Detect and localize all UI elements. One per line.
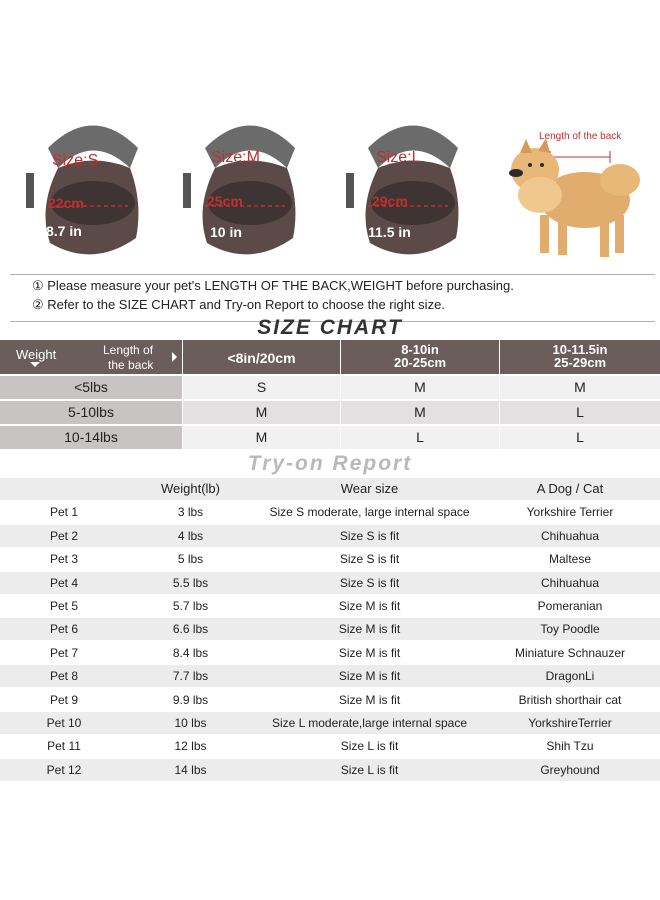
tryon-cell: Pet 7 (49, 645, 79, 660)
tryon-cell: 6.6 lbs (172, 622, 209, 637)
instruction-1: ① Please measure your pet's LENGTH OF THE BACK,WEIGHT before purchasing. (32, 278, 514, 293)
tryon-cell: Pet 10 (46, 716, 82, 730)
table-row (0, 595, 660, 617)
tryon-cell: Pet 4 (49, 575, 79, 590)
instructions-box (10, 274, 655, 322)
size-chart-row: <5lbs S M M (0, 376, 660, 399)
size-chart-row: 10-14lbs M L L (0, 426, 660, 449)
tryon-cell: DragonLi (545, 669, 595, 684)
tryon-header-cell: A Dog / Cat (536, 481, 604, 496)
size-chart-col-header-2: 8-10in 20-25cm (341, 340, 499, 374)
table-row (0, 572, 660, 594)
corner-weight-label: Weight (16, 347, 57, 362)
tryon-cell: Chihuahua (540, 528, 600, 543)
corner-length-label-2: the back (108, 358, 154, 372)
tryon-cell: Size M is fit (338, 645, 401, 660)
tryon-cell: 5.5 lbs (172, 575, 209, 590)
dog-back-length-label: Length of the back (539, 131, 622, 142)
tryon-cell: Pet 1 (49, 505, 79, 520)
tryon-cell: Toy Poodle (540, 622, 600, 637)
table-row (0, 689, 660, 711)
tryon-cell: Size S is fit (339, 575, 400, 590)
tryon-header-cell: Weight(lb) (160, 481, 220, 496)
tryon-cell: Miniature Schnauzer (514, 645, 626, 660)
tryon-cell: Chihuahua (540, 575, 600, 590)
tryon-cell: 4 lbs (177, 528, 204, 543)
tryon-cell: Size M is fit (338, 599, 401, 613)
tryon-cell: Pet 6 (49, 622, 79, 637)
tryon-cell: Size L moderate,large internal space (272, 716, 467, 730)
tryon-cell: 8.4 lbs (172, 645, 209, 660)
size-chart-table (0, 340, 660, 453)
bag-large-inch: 11.5 in (368, 224, 411, 240)
bag-large-size-label: Size:L (376, 149, 421, 166)
bag-medium-size-label: Size:M (211, 149, 260, 166)
size-chart-col-header-3: 10-11.5in 25-29cm (500, 340, 660, 374)
tryon-cell: 3 lbs (177, 505, 204, 520)
tryon-cell: Size M is fit (338, 669, 401, 684)
tryon-cell: 5 lbs (177, 552, 204, 567)
table-row (0, 759, 660, 781)
corner-length-label-1: Length of (103, 343, 154, 357)
tryon-header-cell (0, 478, 128, 500)
tryon-cell: Size L is fit (340, 762, 399, 777)
tryon-cell: Pet 12 (46, 762, 82, 777)
bag-large-image (338, 108, 488, 278)
tryon-cell: 12 lbs (174, 739, 207, 754)
tryon-cell: 9.9 lbs (172, 692, 209, 707)
size-chart-col-header-1: <8in/20cm (183, 340, 340, 374)
tryon-cell: Size M is fit (338, 692, 401, 707)
bag-small-cm: 22cm (48, 195, 84, 211)
corner-down-arrow-icon (30, 362, 40, 367)
tryon-cell: Greyhound (540, 762, 600, 777)
bag-large-cm: 29cm (372, 193, 408, 209)
tryon-cell: Yorkshire Terrier (526, 505, 614, 520)
tryon-cell: Shih Tzu (546, 739, 594, 754)
table-row (0, 665, 660, 687)
tryon-cell: YorkshireTerrier (528, 716, 612, 730)
dog-image (500, 135, 650, 270)
tryon-cell: Pet 2 (49, 528, 79, 543)
tryon-cell: Pomeranian (537, 599, 603, 613)
tryon-cell: Pet 5 (49, 599, 79, 613)
tryon-cell: Size M is fit (338, 622, 401, 637)
table-row (0, 642, 660, 664)
size-chart-row: 5-10lbs M M L (0, 401, 660, 424)
tryon-cell: Pet 8 (49, 669, 79, 684)
tryon-cell: 7.7 lbs (172, 669, 209, 684)
tryon-header-cell: Wear size (340, 481, 399, 496)
table-row (0, 501, 660, 523)
tryon-cell: Size S moderate, large internal space (269, 505, 470, 520)
tryon-cell: Pet 9 (49, 692, 79, 707)
tryon-cell: Maltese (548, 552, 592, 567)
tryon-header-row (0, 478, 660, 500)
table-row (0, 712, 660, 734)
instruction-2: ② Refer to the SIZE CHART and Try-on Report to choose the right size. (32, 297, 445, 312)
bag-medium-inch: 10 in (210, 224, 242, 240)
size-chart-corner-cell (0, 340, 182, 374)
tryon-cell: British shorthair cat (518, 692, 622, 707)
tryon-cell: 5.7 lbs (172, 599, 209, 613)
tryon-cell: Pet 11 (47, 739, 81, 754)
tryon-cell: 14 lbs (174, 762, 207, 777)
tryon-cell: Size L is fit (340, 739, 399, 754)
bag-medium-cm: 25cm (207, 193, 243, 209)
tryon-cell: Pet 3 (49, 552, 79, 567)
tryon-report-table (0, 478, 660, 783)
table-row (0, 735, 660, 757)
table-row (0, 618, 660, 640)
bag-small-image (18, 108, 168, 278)
size-chart-title: SIZE CHART (257, 316, 403, 339)
product-images (0, 0, 660, 272)
corner-right-arrow-icon (172, 352, 177, 362)
table-row (0, 525, 660, 547)
tryon-cell: Size S is fit (339, 552, 400, 567)
table-row (0, 548, 660, 570)
bag-medium-image (175, 108, 325, 278)
tryon-report-title: Try-on Report (247, 452, 413, 475)
bag-small-inch: 8.7 in (46, 223, 82, 239)
tryon-cell: 10 lbs (174, 716, 207, 730)
bag-small-size-label: Size:S (52, 152, 99, 169)
tryon-cell: Size S is fit (339, 528, 400, 543)
